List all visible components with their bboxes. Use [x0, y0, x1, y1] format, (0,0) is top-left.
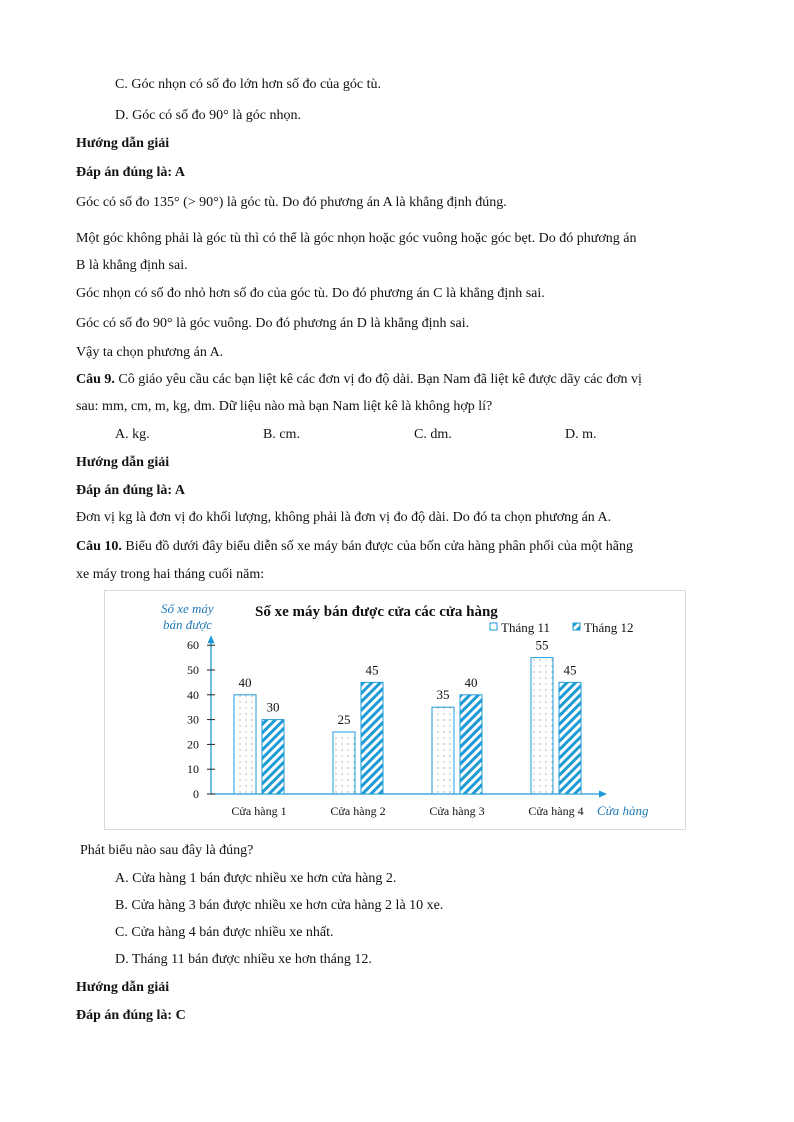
solution-paragraph: Góc nhọn có số đo nhỏ hơn số đo của góc tù. Do đó phương án C là khẳng định sai. [76, 286, 545, 301]
q9-option-a: A. kg. [115, 427, 150, 442]
bar-thang-11 [234, 695, 256, 794]
x-tick-label: Cửa hàng 3 [429, 804, 485, 818]
y-tick-label: 10 [187, 762, 199, 777]
bar-thang-12 [361, 682, 383, 794]
question-text: sau: mm, cm, m, kg, dm. Dữ liệu nào mà bạn Nam liệt kê là không hợp lí? [76, 399, 493, 414]
solution-paragraph: Đơn vị kg là đơn vị đo khối lượng, không phải là đơn vị đo độ dài. Do đó ta chọn phương án A. [76, 510, 612, 525]
bar-thang-11 [531, 658, 553, 794]
y-tick-label: 20 [187, 737, 199, 752]
bar-thang-11 [333, 732, 355, 794]
y-tick-label: 0 [193, 787, 199, 801]
solution-heading: Hướng dẫn giải [76, 455, 170, 470]
y-axis-arrow [208, 635, 215, 643]
question-9 [76, 371, 642, 389]
question-text: Cô giáo yêu cầu các bạn liệt kê các đơn vị đo độ dài. Bạn Nam đã liệt kê được dãy các đơn vị [114, 372, 642, 387]
chart-svg [105, 591, 685, 829]
y-tick-label: 30 [187, 712, 199, 727]
data-label: 40 [464, 674, 478, 690]
solution-paragraph: Góc có số đo 135° (> 90°) là góc tù. Do đó phương án A là khẳng định đúng. [76, 195, 507, 210]
question-10 [76, 538, 633, 556]
question-text: Biểu đồ dưới đây biểu diễn số xe máy bán được của bốn cửa hàng phân phối của một hãng [121, 539, 634, 554]
answer-line: Đáp án đúng là: C [76, 1008, 186, 1023]
solution-paragraph: B là khẳng định sai. [76, 258, 188, 273]
y-tick-label: 50 [187, 663, 199, 677]
bar-thang-12 [460, 695, 482, 794]
q10-option-b: B. Cửa hàng 3 bán được nhiều xe hơn cửa hàng 2 là 10 xe. [115, 898, 444, 913]
legend-swatch-thang-11 [490, 623, 497, 630]
q9-option-d: D. m. [565, 427, 597, 442]
question-text: xe máy trong hai tháng cuối năm: [76, 567, 265, 582]
data-label: 25 [337, 712, 351, 727]
legend-label: Tháng 12 [584, 620, 634, 635]
data-label: 30 [266, 699, 280, 715]
solution-heading: Hướng dẫn giải [76, 136, 170, 151]
q9-option-b: B. cm. [263, 427, 300, 442]
question-prompt: Phát biểu nào sau đây là đúng? [80, 843, 254, 858]
question-label: Câu 10. [76, 539, 122, 554]
solution-heading: Hướng dẫn giải [76, 980, 170, 995]
y-axis-label: bán được [163, 617, 213, 632]
y-tick-label: 40 [187, 687, 199, 702]
x-axis-label: Cửa hàng [597, 803, 649, 818]
option-d: D. Góc có số đo 90° là góc nhọn. [115, 108, 302, 123]
q10-option-a: A. Cửa hàng 1 bán được nhiều xe hơn cửa hàng 2. [115, 871, 397, 886]
x-axis-arrow [599, 791, 607, 798]
bar-thang-12 [262, 720, 284, 794]
bar-chart [104, 590, 686, 830]
y-tick-label: 60 [187, 638, 199, 653]
bar-thang-12 [559, 682, 581, 794]
legend-swatch-thang-12 [573, 623, 580, 630]
solution-paragraph: Vậy ta chọn phương án A. [76, 345, 224, 360]
answer-line: Đáp án đúng là: A [76, 165, 185, 180]
question-label: Câu 9. [76, 372, 115, 387]
x-tick-label: Cửa hàng 1 [231, 804, 287, 818]
data-label: 35 [436, 687, 450, 703]
answer-line: Đáp án đúng là: A [76, 483, 185, 498]
data-label: 45 [563, 662, 577, 678]
q10-option-c: C. Cửa hàng 4 bán được nhiều xe nhất. [115, 925, 334, 940]
chart-title: Số xe máy bán được cửa các cửa hàng [255, 604, 498, 620]
data-label: 40 [238, 674, 252, 690]
x-tick-label: Cửa hàng 4 [528, 804, 584, 818]
option-c: C. Góc nhọn có số đo lớn hơn số đo của góc tù. [115, 77, 381, 92]
q10-option-d: D. Tháng 11 bán được nhiều xe hơn tháng 12. [115, 952, 372, 967]
bar-thang-11 [432, 707, 454, 794]
y-axis-label: Số xe máy [161, 601, 214, 616]
q9-option-c: C. dm. [414, 427, 452, 442]
solution-paragraph: Một góc không phải là góc tù thì có thể là góc nhọn hoặc góc vuông hoặc góc bẹt. Do đó phương án [76, 231, 637, 246]
legend-label: Tháng 11 [501, 620, 550, 635]
data-label: 55 [535, 637, 549, 653]
x-tick-label: Cửa hàng 2 [330, 804, 386, 818]
solution-paragraph: Góc có số đo 90° là góc vuông. Do đó phương án D là khẳng định sai. [76, 316, 470, 331]
data-label: 45 [365, 662, 379, 678]
